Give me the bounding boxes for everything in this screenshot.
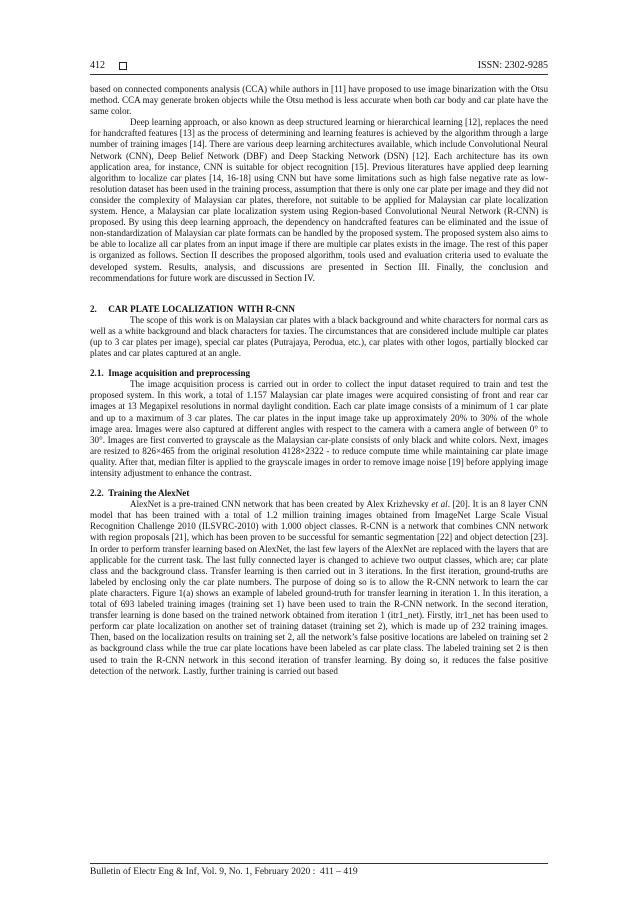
footer-rule bbox=[90, 863, 548, 864]
page-footer: Bulletin of Electr Eng & Inf, Vol. 9, No. 1, February 2020 : 411 – 419 bbox=[90, 867, 358, 877]
header-rule bbox=[90, 74, 548, 75]
paragraph: AlexNet is a pre-trained CNN network that has been created by Alex Krizhevsky et al. [20]. It is an 8 layer CNN model that has been trained with a total of 1.2 million training images obtained from ImageNet Large Scale Visual Recognition Challenge 2010 (ILSVRC-2010) with 1.000 object classes. R-CNN is a network that combines CNN network with region proposals [21], which has been proven to be successful for semantic segmentation [22] and object detection [23]. In order to perform transfer learning based on AlexNet, the last few layers of the AlexNet are replaced with the layers that are applicable for the current task. The last fully connected layer is changed to achieve two output classes, which are; car plate class and the background class. Transfer learning is then carried out in 3 iterations. In the first iteration, ground-truths are labeled by enclosing only the car plate numbers. The purpose of doing so is to allow the R-CNN network to learn the car plate characters. Figure 1(a) shows an example of labeled ground-truth for transfer learning in iteration 1. In this iteration, a total of 693 labeled training images (training set 1) have been used to train the R-CNN network. In the second iteration, transfer learning is done based on the trained network obtained from iteration 1 (itr1_net). Firstly, itr1_net has been used to perform car plate localization on another set of training dataset (training set 2), which is made up of 232 training images. Then, based on the localization results on training set 2, all the network’s false positive locations are labeled on training set 2 as background class while the true car plate locations have been labeled as car plate class. The labeled training set 2 is then used to train the R-CNN network in this second iteration of transfer learning. By doing so, it reduces the false positive detection of the network. Lastly, further training is carried out based bbox=[90, 499, 548, 676]
paragraph: The scope of this work is on Malaysian car plates with a black background and white characters for normal cars as well as a white background and black characters for taxies. The circumstances that are considered include multiple car plates (up to 3 car plates per image), special car plates (Putrajaya, Perodua, etc.), car plates with other logos, partially blocked car plates and car plates captured at an angle. bbox=[90, 314, 548, 359]
page-header bbox=[90, 60, 548, 71]
paragraph: based on connected components analysis (CCA) while authors in [11] have proposed to use image binarization with the Otsu method. CCA may generate broken objects while the Otsu method is less accurate when both car body and car plate have the same color. bbox=[90, 84, 548, 117]
page-number: 412 bbox=[90, 60, 105, 71]
section-heading: 2. CAR PLATE LOCALIZATION WITH R-CNN bbox=[90, 303, 295, 314]
subsection-heading: 2.1. Image acquisition and preprocessing bbox=[90, 368, 251, 379]
issn: ISSN: 2302-9285 bbox=[477, 60, 548, 71]
square-icon bbox=[119, 62, 127, 70]
subsection-heading: 2.2. Training the AlexNet bbox=[90, 488, 190, 499]
body-text bbox=[90, 84, 548, 677]
paragraph: The image acquisition process is carried out in order to collect the input dataset required to train and test the proposed system. In this work, a total of 1.157 Malaysian car plate images were acquired consisting of front and rear car images at 13 Megapixel resolutions in normal daylight condition. Each car plate image consists of a minimum of 1 car plate and up to a maximum of 3 car plates. The car plates in the input image take up approximately 20% to 30% of the whole image area. Images were also captured at different angles with respect to the camera with a camera angle of between 0° to 30°. Images are first converted to grayscale as the Malaysian car-plate consists of only black and white colors. Next, images are resized to 826×465 from the original resolution 4128×2322 - to reduce compute time while maintaining car plate image quality. After that, median filter is applied to the grayscale images in order to remove image noise [19] before applying image intensity adjustment to enhance the contrast. bbox=[90, 379, 548, 478]
paragraph: Deep learning approach, or also known as deep structured learning or hierarchical learning [12], replaces the need for handcrafted features [13] as the process of determining and learning features is achieved by the algorithm through a large number of training images [14]. There are various deep learning architectures available, which include Convolutional Neural Network (CNN), Deep Belief Network (DBF) and Deep Stacking Network (DSN) [12]. Each architecture has its own application area, for instance, CNN is suitable for object recognition [15]. Previous literatures have applied deep learning algorithm to localize car plates [14, 16-18] using CNN but have some limitations such as high false negative rate as low-resolution dataset has been used in the training process, assumption that there is only one car plate per image and they did not consider the complexity of Malaysian car plates, therefore, not suitable to be applied for Malaysian car plate localization system. Hence, a Malaysian car plate localization system using Region-based Convolutional Neural Network (R-CNN) is proposed. By using this deep learning approach, the dependency on handcrafted features can be eliminated and the issue of non-standardization of Malaysian car plate formats can be handled by the proposed system. The proposed system also aims to be able to localize all car plates from an input image if there are multiple car plates exists in the image. The rest of this paper is organized as follows. Section II describes the proposed algorithm, tools used and evaluation criteria used to evaluate the developed system. Results, analysis, and discussions are presented in Section III. Finally, the conclusion and recommendations for future work are discussed in Section IV. bbox=[90, 117, 548, 283]
